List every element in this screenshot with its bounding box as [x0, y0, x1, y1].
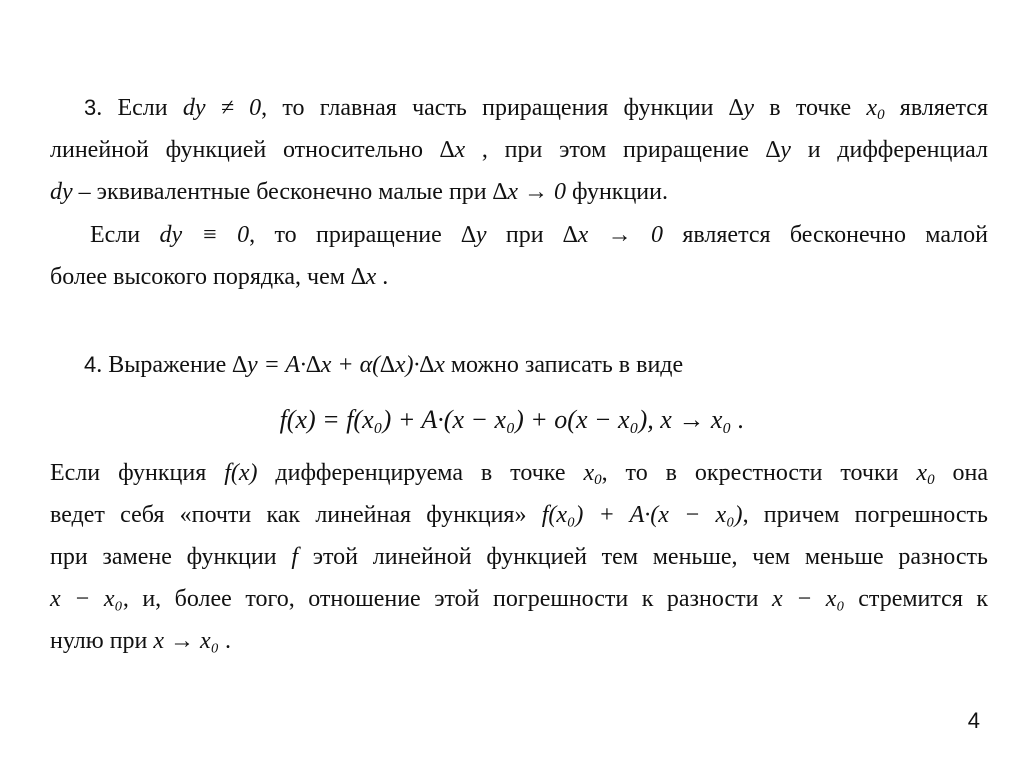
math-x-minus-x0: x − x₀	[50, 586, 123, 612]
para-5-line-5	[50, 620, 988, 662]
math-delta-x-to-0: ∆x → 0	[492, 179, 566, 205]
math-x-minus-x0: x − x₀	[771, 586, 845, 612]
text: она	[934, 460, 988, 486]
text: нулю при	[50, 628, 154, 654]
paragraph-5	[50, 452, 988, 662]
text: дифференцируема в точке	[257, 460, 584, 486]
text: более высокого порядка, чем	[50, 264, 351, 290]
para-5-line-4	[50, 578, 988, 620]
text: , причем погрешность	[742, 502, 988, 528]
text: является бесконечно малой	[662, 222, 989, 248]
math-linear-function: f(x₀) + A·(x − x₀)	[541, 502, 743, 528]
display-formula: f(x) = f(x₀) + A·(x − x₀) + o(x − x₀), x → x₀ .	[279, 405, 745, 434]
text: . Если	[96, 95, 183, 121]
math-f: f	[291, 544, 298, 570]
text: стремится к	[844, 586, 989, 612]
text: можно записать в виде	[444, 352, 684, 378]
math-increment-expression: ∆y = A·∆x + α(∆x)·∆x	[232, 352, 445, 378]
math-dy: dy	[50, 179, 73, 205]
item-4-number: 4	[84, 352, 97, 377]
item-3-line-2	[50, 129, 988, 171]
text: – эквивалентные бесконечно малые при	[72, 179, 493, 205]
page-number: 4	[967, 708, 980, 733]
text: является	[884, 95, 988, 121]
para-5-line-3	[50, 536, 988, 578]
item-3-number: 3	[84, 95, 97, 120]
math-f-of-x: f(x)	[224, 460, 258, 486]
text: и дифференциал	[790, 137, 988, 163]
item-3-paragraph	[50, 87, 988, 213]
text: линейной функцией относительно	[50, 137, 440, 163]
text: функции.	[565, 179, 668, 205]
math-delta-x: ∆x	[439, 137, 466, 163]
text: при замене функции	[50, 544, 292, 570]
para-5-line-1	[50, 452, 988, 494]
math-delta-y: ∆y	[765, 137, 791, 163]
para-5-line-2	[50, 494, 988, 536]
math-delta-x: ∆x	[350, 264, 377, 290]
text: , при этом приращение	[465, 137, 766, 163]
text: ведет себя «почти как линейная функция»	[50, 502, 542, 528]
text: этой линейной функцией тем меньше, чем меньше разность	[297, 544, 988, 570]
math-delta-y: ∆y	[728, 95, 755, 121]
text: , и, более того, отношение этой погрешности к разности	[122, 586, 772, 612]
math-delta-x-to-0: ∆x → 0	[562, 222, 663, 248]
math-x0: $x_0$	[583, 460, 602, 488]
text: в точке	[754, 95, 867, 121]
item-3b-line-1	[50, 214, 988, 256]
text: Если функция	[50, 460, 225, 486]
text: , то главная часть приращения функции	[261, 95, 729, 121]
item-4-paragraph	[50, 344, 988, 386]
text: , то в окрестности точки	[601, 460, 917, 486]
math-x0: $x_0$	[866, 95, 885, 123]
text: , то приращение	[249, 222, 462, 248]
math-dy-neq-0: dy ≠ 0	[182, 95, 262, 121]
item-3b-line-2	[50, 256, 988, 298]
item-3-line-1	[50, 87, 988, 129]
text: .	[219, 628, 232, 654]
text: . Выражение	[96, 352, 233, 378]
math-delta-y: ∆y	[461, 222, 487, 248]
math-dy-equiv-0: dy ≡ 0	[159, 222, 250, 248]
text: .	[376, 264, 389, 290]
text: Если	[90, 222, 160, 248]
item-4-line-1	[50, 344, 988, 386]
text: при	[486, 222, 563, 248]
item-3-line-3	[50, 171, 988, 213]
math-x-to-x0: x → x₀	[153, 628, 220, 654]
item-3b-paragraph	[50, 214, 988, 298]
math-x0: $x_0$	[916, 460, 935, 488]
